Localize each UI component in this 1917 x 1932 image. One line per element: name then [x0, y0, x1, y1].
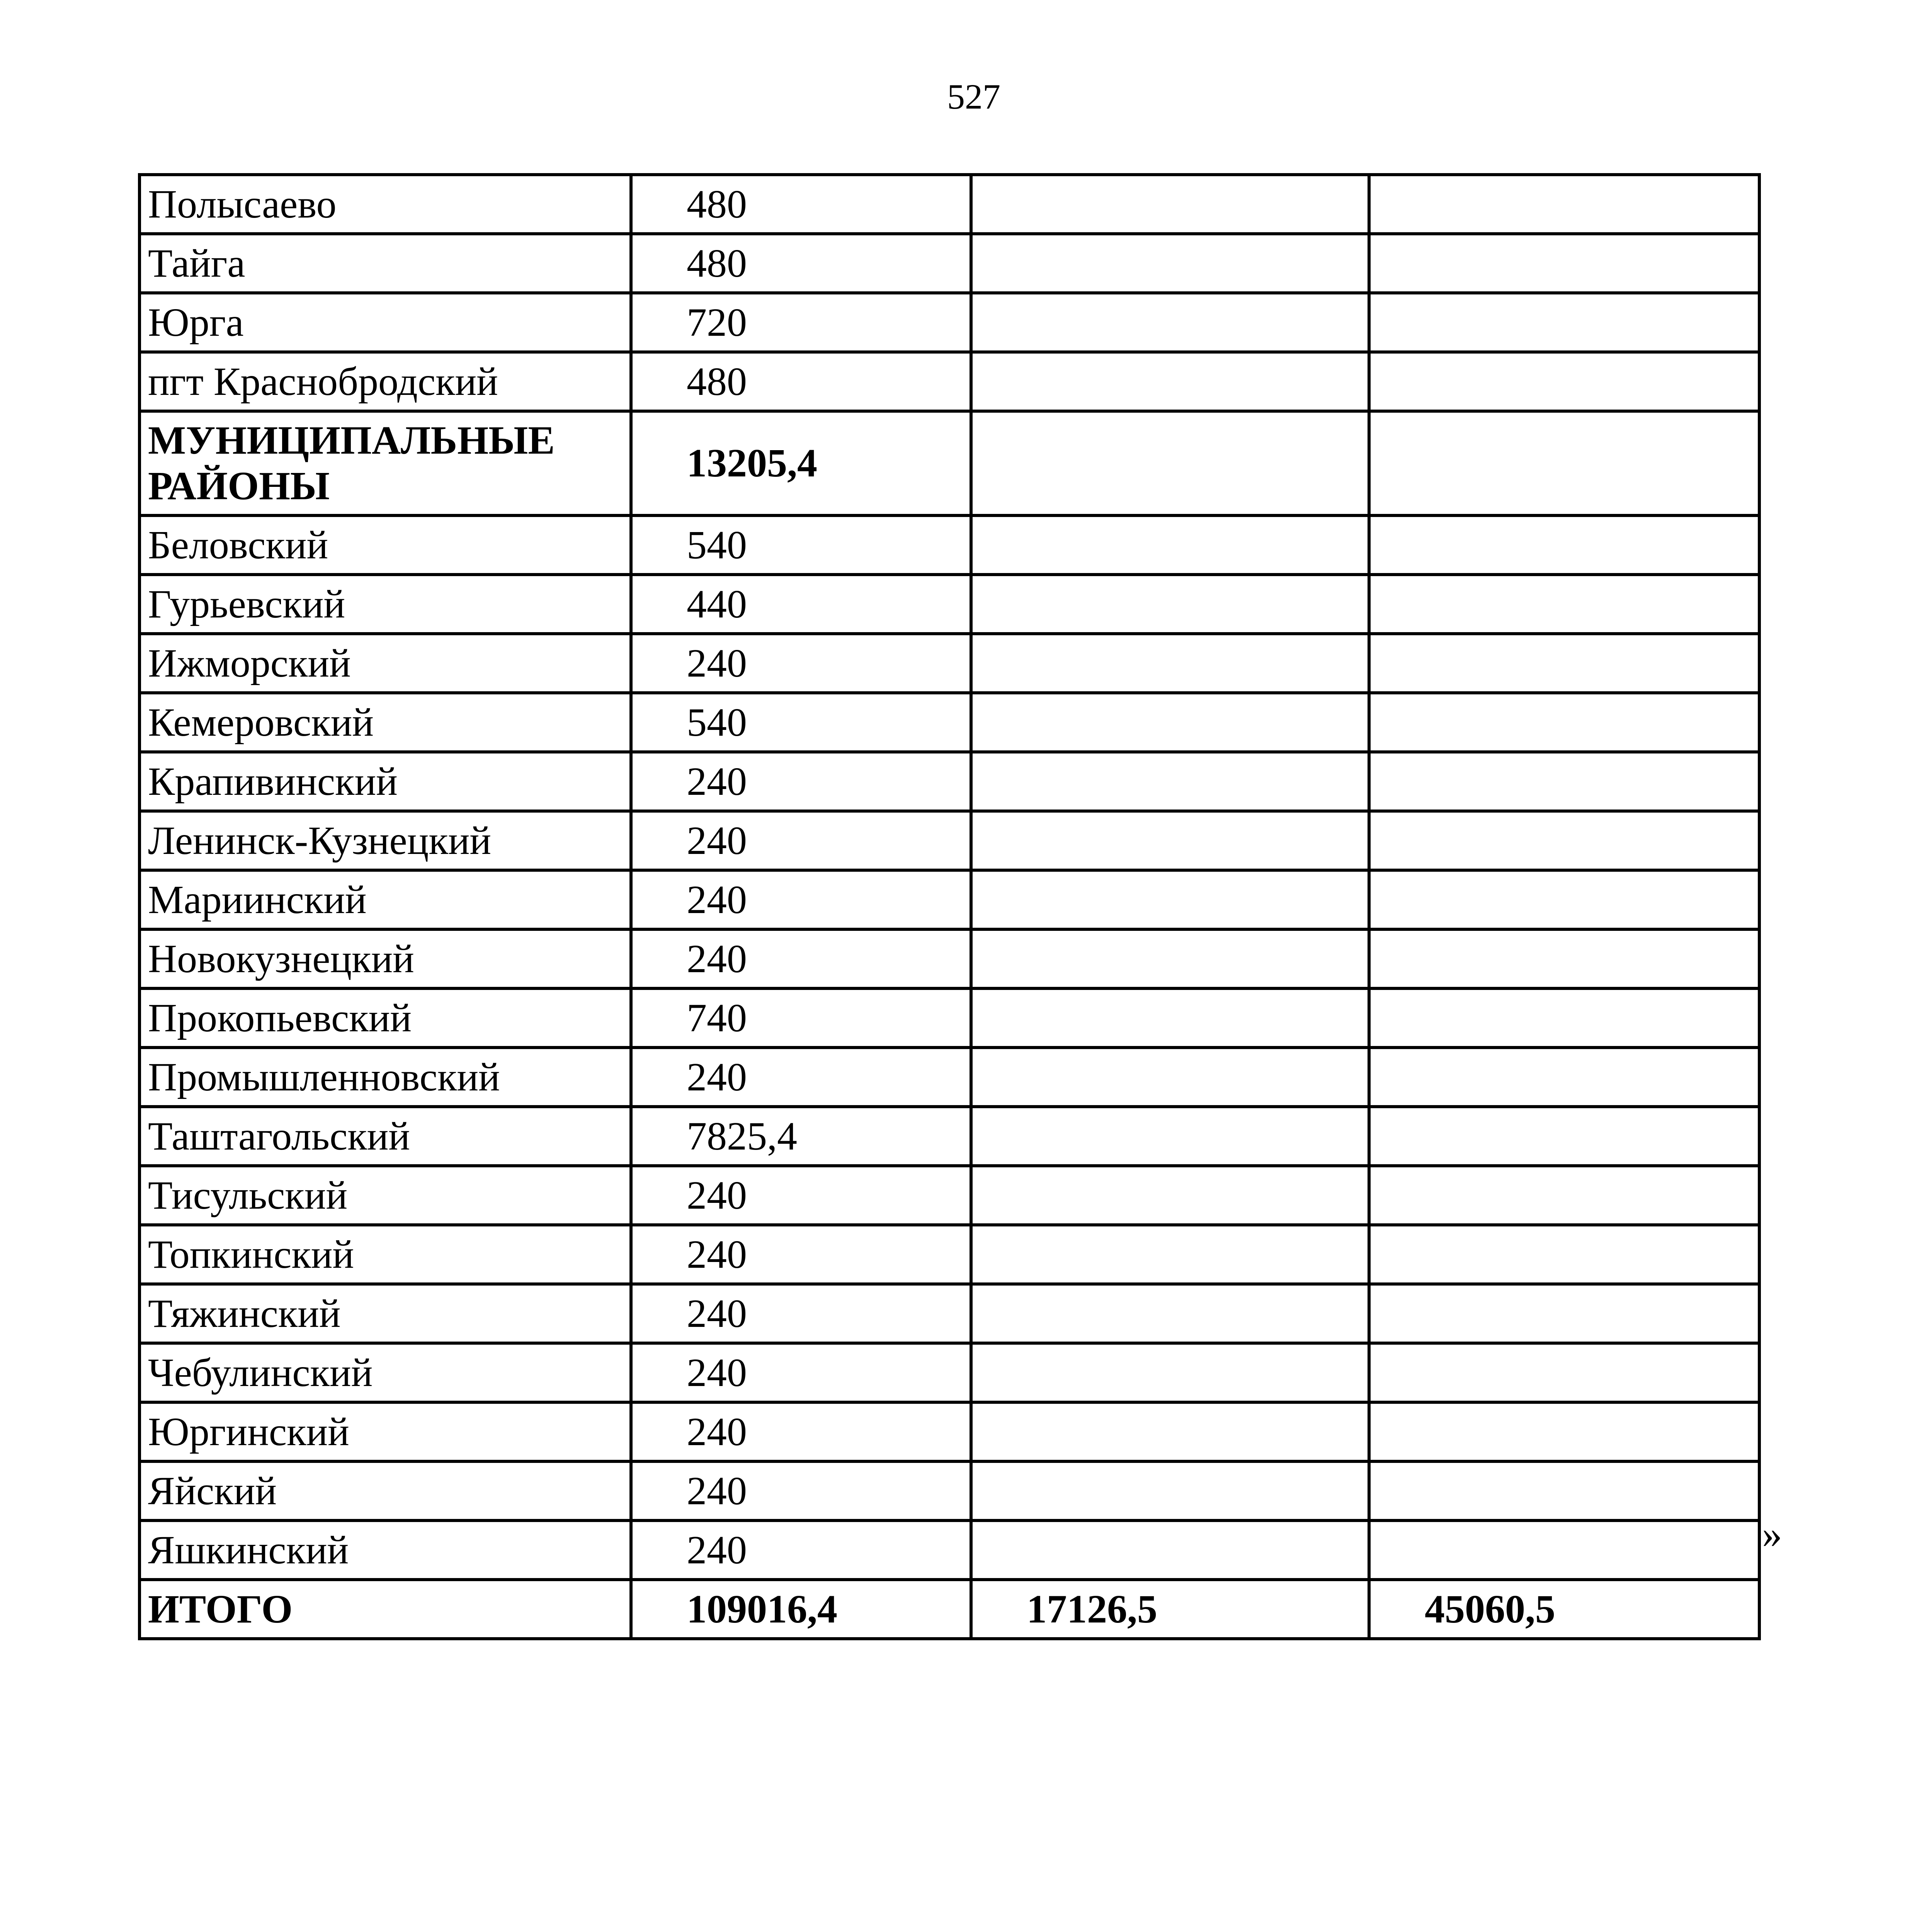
row-name: Мариинский [139, 870, 631, 929]
row-value-col4 [1369, 870, 1759, 929]
table-row [139, 352, 1759, 411]
row-value-col2: 7825,4 [631, 1107, 971, 1166]
row-value-col3 [971, 1520, 1369, 1580]
table-row [139, 1048, 1759, 1107]
section-header-row [139, 411, 1759, 515]
row-name: Тяжинский [139, 1284, 631, 1343]
row-value-col3 [971, 1284, 1369, 1343]
row-value-col4 [1369, 234, 1759, 293]
table-row [139, 1343, 1759, 1402]
row-value-col2: 240 [631, 1402, 971, 1461]
row-name: Полысаево [139, 175, 631, 234]
table-row [139, 1402, 1759, 1461]
row-value-col4 [1369, 1520, 1759, 1580]
table-row [139, 752, 1759, 811]
row-value-col2: 240 [631, 634, 971, 693]
row-name: Чебулинский [139, 1343, 631, 1402]
row-value-col4 [1369, 1048, 1759, 1107]
row-value-col3 [971, 752, 1369, 811]
table-row [139, 1107, 1759, 1166]
row-name: Промышленновский [139, 1048, 631, 1107]
row-value-col2: 240 [631, 811, 971, 870]
row-name: Крапивинский [139, 752, 631, 811]
row-value-col3 [971, 293, 1369, 352]
row-value-col3 [971, 352, 1369, 411]
row-value-col4: 45060,5 [1369, 1580, 1759, 1639]
table-row [139, 870, 1759, 929]
row-value-col3 [971, 575, 1369, 634]
row-value-col3 [971, 1225, 1369, 1284]
row-value-col3 [971, 1343, 1369, 1402]
table-row [139, 1520, 1759, 1580]
row-value-col4 [1369, 1166, 1759, 1225]
row-value-col2: 480 [631, 234, 971, 293]
row-name: Таштагольский [139, 1107, 631, 1166]
row-value-col2: 13205,4 [631, 411, 971, 515]
row-value-col4 [1369, 175, 1759, 234]
table-row [139, 1166, 1759, 1225]
row-name: Ленинск-Кузнецкий [139, 811, 631, 870]
row-value-col4 [1369, 634, 1759, 693]
table-row [139, 634, 1759, 693]
row-name: Тисульский [139, 1166, 631, 1225]
row-name: Беловский [139, 515, 631, 575]
row-name: Топкинский [139, 1225, 631, 1284]
row-value-col3: 17126,5 [971, 1580, 1369, 1639]
table-row [139, 175, 1759, 234]
row-value-col2: 440 [631, 575, 971, 634]
data-table [138, 173, 1761, 1640]
row-value-col4 [1369, 411, 1759, 515]
row-name: Юрга [139, 293, 631, 352]
row-name: Тайга [139, 234, 631, 293]
row-value-col3 [971, 693, 1369, 752]
row-value-col2: 240 [631, 1343, 971, 1402]
row-value-col3 [971, 1461, 1369, 1520]
table-row [139, 575, 1759, 634]
row-value-col4 [1369, 988, 1759, 1048]
table-row [139, 1284, 1759, 1343]
row-value-col4 [1369, 575, 1759, 634]
row-value-col4 [1369, 515, 1759, 575]
row-value-col4 [1369, 1284, 1759, 1343]
row-name: Новокузнецкий [139, 929, 631, 988]
row-value-col4 [1369, 352, 1759, 411]
row-value-col2: 240 [631, 870, 971, 929]
page-number: 527 [947, 77, 1000, 116]
row-value-col3 [971, 988, 1369, 1048]
row-value-col4 [1369, 929, 1759, 988]
row-value-col3 [971, 234, 1369, 293]
row-value-col4 [1369, 752, 1759, 811]
row-value-col3 [971, 175, 1369, 234]
table-row [139, 988, 1759, 1048]
row-name: Яшкинский [139, 1520, 631, 1580]
total-row [139, 1580, 1759, 1639]
row-value-col4 [1369, 1402, 1759, 1461]
row-value-col2: 240 [631, 752, 971, 811]
row-name: пгт Краснобродский [139, 352, 631, 411]
row-value-col3 [971, 1402, 1369, 1461]
row-value-col3 [971, 1166, 1369, 1225]
row-name: ИТОГО [139, 1580, 631, 1639]
table-row [139, 515, 1759, 575]
row-value-col3 [971, 811, 1369, 870]
row-value-col4 [1369, 693, 1759, 752]
row-value-col2: 240 [631, 1461, 971, 1520]
row-value-col3 [971, 515, 1369, 575]
table-row [139, 929, 1759, 988]
row-name: МУНИЦИПАЛЬНЫЕ РАЙОНЫ [139, 411, 631, 515]
table-row [139, 1225, 1759, 1284]
table-row [139, 811, 1759, 870]
row-value-col2: 240 [631, 929, 971, 988]
closing-quote: » [1762, 1512, 1782, 1556]
row-value-col4 [1369, 1107, 1759, 1166]
row-name: Юргинский [139, 1402, 631, 1461]
row-value-col2: 480 [631, 175, 971, 234]
row-value-col2: 240 [631, 1284, 971, 1343]
row-value-col2: 109016,4 [631, 1580, 971, 1639]
row-value-col2: 240 [631, 1166, 971, 1225]
row-value-col3 [971, 1048, 1369, 1107]
row-value-col4 [1369, 1343, 1759, 1402]
row-name: Прокопьевский [139, 988, 631, 1048]
row-value-col3 [971, 929, 1369, 988]
row-value-col4 [1369, 293, 1759, 352]
row-value-col3 [971, 870, 1369, 929]
row-value-col2: 740 [631, 988, 971, 1048]
row-value-col2: 240 [631, 1225, 971, 1284]
row-value-col2: 240 [631, 1520, 971, 1580]
row-value-col2: 540 [631, 515, 971, 575]
row-value-col3 [971, 411, 1369, 515]
row-name: Ижморский [139, 634, 631, 693]
row-value-col2: 240 [631, 1048, 971, 1107]
row-value-col2: 480 [631, 352, 971, 411]
table-row [139, 234, 1759, 293]
row-value-col2: 720 [631, 293, 971, 352]
row-name: Гурьевский [139, 575, 631, 634]
row-value-col4 [1369, 811, 1759, 870]
table-row [139, 293, 1759, 352]
row-name: Кемеровский [139, 693, 631, 752]
row-value-col4 [1369, 1461, 1759, 1520]
row-value-col3 [971, 634, 1369, 693]
table-row [139, 693, 1759, 752]
row-name: Яйский [139, 1461, 631, 1520]
table-row [139, 1461, 1759, 1520]
row-value-col3 [971, 1107, 1369, 1166]
row-value-col2: 540 [631, 693, 971, 752]
row-value-col4 [1369, 1225, 1759, 1284]
